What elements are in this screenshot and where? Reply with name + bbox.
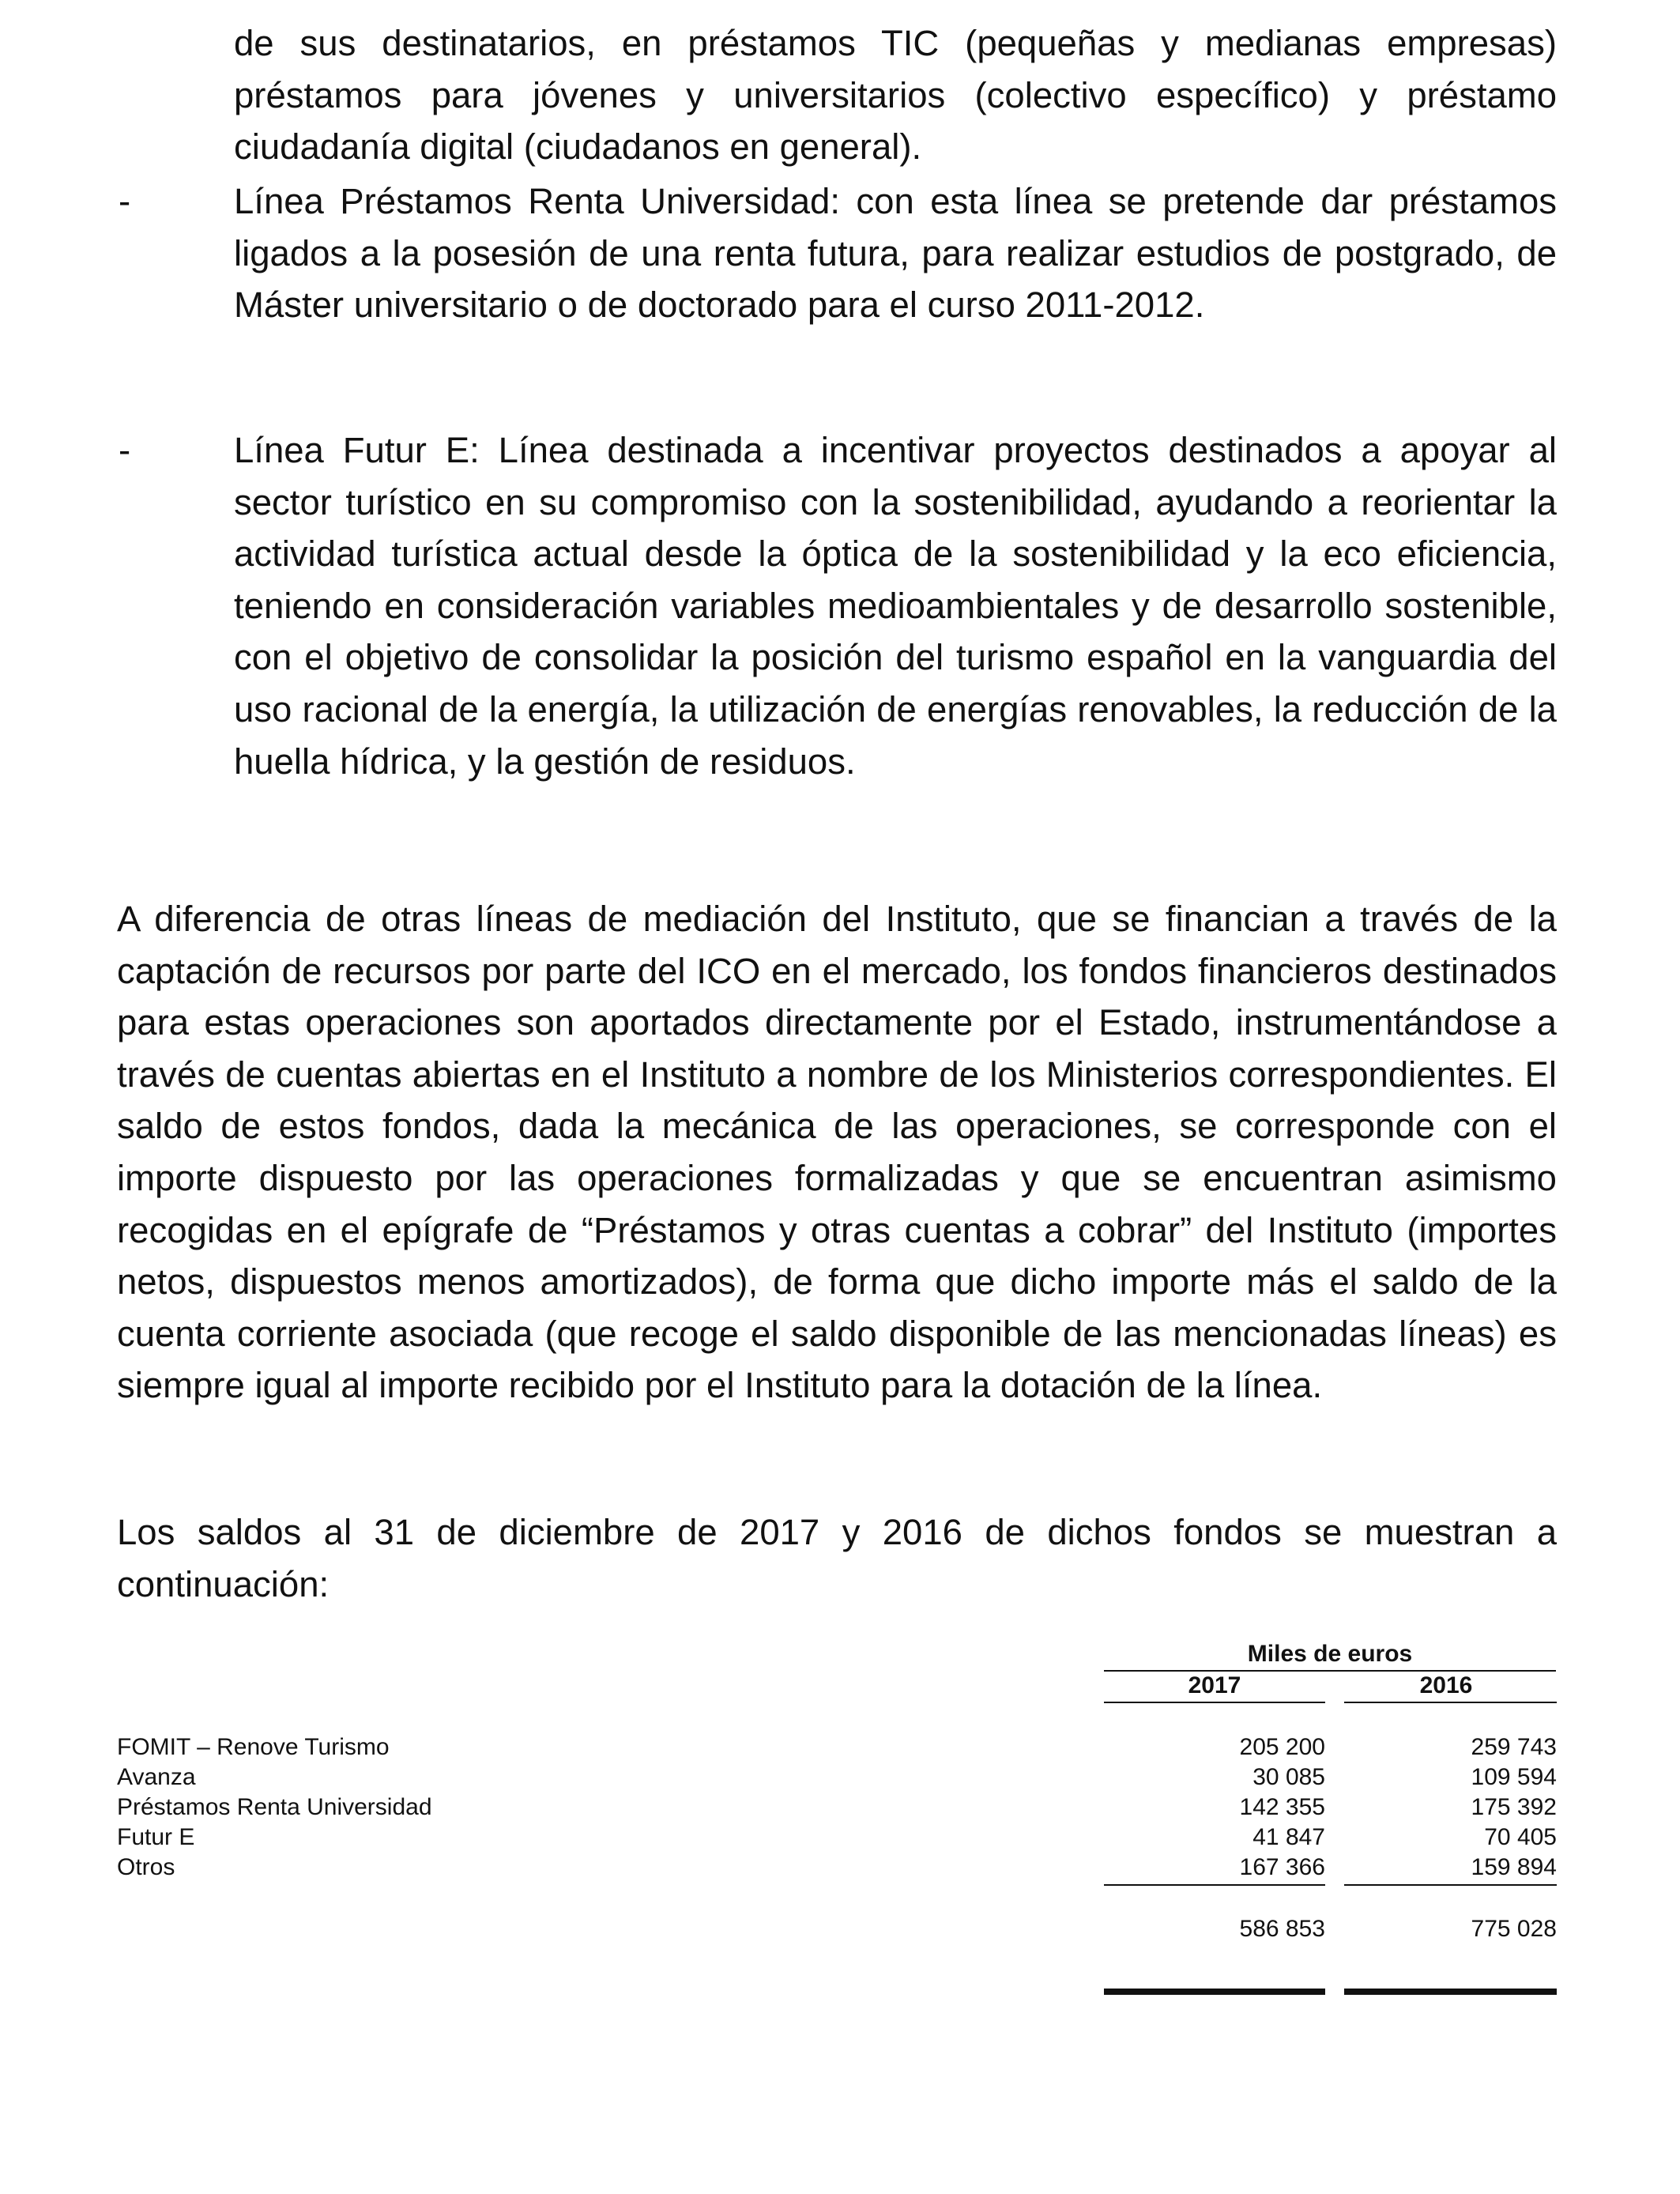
year-2017-rule — [1104, 1702, 1325, 1703]
futur-e-paragraph: Línea Futur E: Línea destinada a incentivar proyectos destinados a apoyar al sector turístico en su compromiso con la sostenibilidad, ayudando a reorientar la actividad turística actual desde la óptica de la sostenibilidad y la eco eficiencia, teniendo en consideración variables medioambientales y de desarrollo sostenible, con el objetivo de consolidar la posición del turismo español en la vanguardia del uso racional de la energía, la utilización de energías renovables, la reducción de la huella hídrica, y la gestión de residuos. — [234, 430, 1557, 782]
row-value-2017: 30 085 — [1252, 1764, 1325, 1790]
row-value-2016: 70 405 — [1484, 1824, 1557, 1850]
total-value-2016: 775 028 — [1471, 1916, 1557, 1942]
row-label: Avanza — [117, 1764, 196, 1790]
row-label: Otros — [117, 1854, 175, 1880]
diferencia-paragraph: A diferencia de otras líneas de mediación del Instituto, que se financian a través de la captación de recursos por parte del ICO en el mercado, los fondos financieros destinados para estas operaciones son aportados directamente por el Estado, instrumentándose a través de cuentas abiertas en el Instituto a nombre de los Ministerios correspondientes. El saldo de estos fondos, dada la mecánica de las operaciones, se corresponde con el importe dispuesto por las operaciones formalizadas y que se encuentran asimismo recogidas en el epígrafe de “Préstamos y otras cuentas a cobrar” del Instituto (importes netos, dispuestos menos amortizados), de forma que dicho importe más el saldo de la cuenta corriente asociada (que recoge el saldo disponible de las mencionadas líneas) es siempre igual al importe recibido por el Instituto para la dotación de la línea. — [117, 899, 1557, 1406]
subtotal-rule-2017 — [1104, 1884, 1325, 1886]
row-value-2017: 41 847 — [1252, 1824, 1325, 1850]
row-value-2017: 167 366 — [1239, 1854, 1325, 1880]
row-value-2017: 205 200 — [1239, 1734, 1325, 1760]
total-value-2017: 586 853 — [1239, 1916, 1325, 1942]
tic-continuation-paragraph: de sus destinatarios, en préstamos TIC (pequeñas y medianas empresas) préstamos para jóvenes y universitarios (colectivo específico) y préstamo ciudadanía digital (ciudadanos en general). — [234, 23, 1557, 168]
row-value-2016: 159 894 — [1471, 1854, 1557, 1880]
subtotal-rule-2016 — [1344, 1884, 1557, 1886]
row-value-2016: 109 594 — [1471, 1764, 1557, 1790]
column-header-2017: 2017 — [1188, 1672, 1241, 1698]
row-label: FOMIT – Renove Turismo — [117, 1734, 390, 1760]
column-header-2016: 2016 — [1419, 1672, 1473, 1698]
bullet-dash-renta: - — [119, 181, 131, 221]
row-label: Futur E — [117, 1824, 195, 1850]
row-value-2016: 259 743 — [1471, 1734, 1557, 1760]
row-value-2017: 142 355 — [1239, 1794, 1325, 1820]
saldos-paragraph: Los saldos al 31 de diciembre de 2017 y 2016 de dichos fondos se muestran a continuación: — [117, 1512, 1557, 1604]
total-double-rule-2017 — [1104, 1989, 1325, 1995]
table-unit-header: Miles de euros — [1247, 1641, 1413, 1667]
renta-universidad-paragraph: Línea Préstamos Renta Universidad: con esta línea se pretende dar préstamos ligados a la posesión de una renta futura, para realizar estudios de postgrado, de Máster universitario o de doctorado para el curso 2011-2012. — [234, 181, 1557, 326]
total-double-rule-2016 — [1344, 1989, 1557, 1995]
row-value-2016: 175 392 — [1471, 1794, 1557, 1820]
row-label: Préstamos Renta Universidad — [117, 1794, 432, 1820]
year-2016-rule — [1344, 1702, 1557, 1703]
bullet-dash-futur: - — [119, 430, 131, 470]
